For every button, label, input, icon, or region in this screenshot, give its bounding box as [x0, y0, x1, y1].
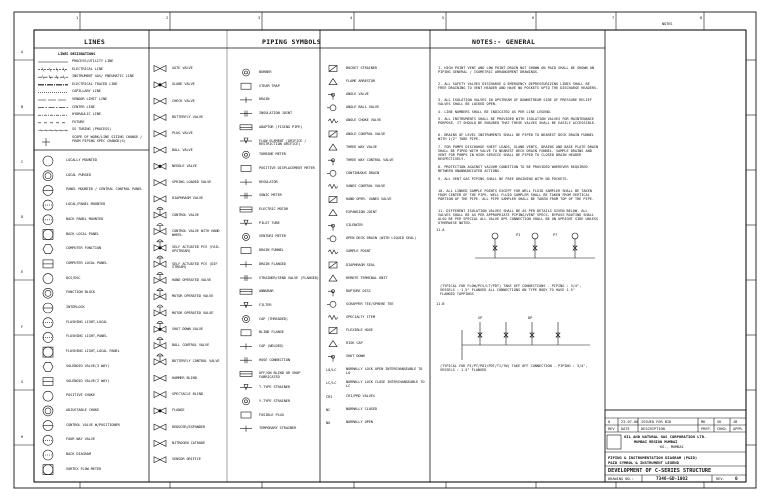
drawing-title-line2: P&ID SYMBOL & INSTRUMENT LEGEND — [608, 460, 679, 465]
misc-label: SILENCER — [346, 223, 363, 228]
misc-symbol — [328, 355, 335, 362]
detail-label: PT — [553, 233, 558, 237]
revision-cell: ISSUED FOR BID — [641, 420, 672, 424]
row-letter: E — [21, 270, 24, 274]
valve-symbol — [154, 98, 166, 104]
instrument-symbol — [43, 362, 53, 371]
fitting-symbol — [240, 138, 252, 143]
client-name: OIL AND NATURAL GAS CORPORATION LTD. — [624, 434, 707, 439]
lines-designation-subhead: LINES DESIGNATIONS — [58, 52, 96, 56]
fitting-symbol — [240, 97, 252, 103]
instrument-symbol — [43, 245, 53, 254]
instrument-label: FOUR WAY VALVE — [66, 437, 95, 442]
misc-symbol — [329, 197, 337, 203]
valve-label: CONTROL VALVE — [172, 212, 199, 217]
valve-label: CHECK VALVE — [172, 98, 195, 103]
column-number: 5 — [442, 16, 445, 20]
revision-cell: SK — [717, 420, 722, 424]
line-designation-label: FUTURE — [72, 119, 85, 124]
drawing-title-line1: PIPING & INSTRUMENTATION DIAGRAM (P&ID) — [608, 455, 698, 460]
fitting-symbol — [241, 248, 251, 254]
instrument-label: FLUSHING LIGHT,LOCAL — [66, 319, 108, 324]
column-number: 4 — [350, 16, 353, 20]
valve-symbol — [154, 240, 166, 251]
revision-header: DATE — [621, 427, 630, 431]
revision-header: CHKD. — [717, 427, 728, 431]
misc-symbol — [328, 224, 335, 231]
fitting-label: FLOW ELEMENT (ORIFICE / RESTRICTION ORIFICE) — [259, 138, 307, 147]
fitting-symbol — [243, 151, 250, 158]
row-letter: A — [21, 50, 24, 54]
misc-label: THREE WAY VALVE — [346, 144, 377, 149]
line-type-sample — [38, 68, 68, 72]
column-number: 8 — [700, 16, 703, 20]
fitting-label: DRAIN — [259, 97, 270, 102]
fitting-label: DRAIN FLANGED — [259, 261, 286, 266]
revision-header: REV — [608, 427, 615, 431]
fitting-label: ADAPTOR (FIXING PIPE) — [259, 124, 303, 129]
misc-symbol — [329, 131, 337, 137]
misc-label: SPECIALTY ITEM — [346, 314, 375, 319]
instrument-symbol — [43, 171, 53, 181]
misc-label: BUCKET STRAINER — [346, 66, 377, 70]
fitting-symbol — [240, 207, 252, 212]
instrument-symbol — [43, 156, 53, 166]
misc-label: ANGLE BALL VALVE — [346, 105, 380, 110]
valve-label: SPECTACLE BLIND — [172, 392, 203, 396]
lines-header: LINES — [84, 38, 106, 46]
fitting-symbol — [241, 83, 251, 89]
row-letter: H — [21, 435, 24, 439]
column-number: 6 — [532, 16, 535, 20]
valve-symbol — [154, 207, 166, 218]
fitting-label: Y-TYPE STRAINER — [259, 398, 290, 403]
line-designation-label: PROCESS/UTILITY LINE — [72, 59, 114, 63]
instrument-label: SOLENOID VALVE(2 WAY) — [66, 378, 110, 383]
misc-label: EXPANSION JOINT — [346, 210, 377, 215]
valve-label: SHUT DOWN VALVE — [172, 326, 203, 331]
valve-symbol — [154, 321, 166, 332]
fitting-label: REGULATOR — [259, 179, 278, 184]
valve-symbol — [154, 66, 166, 72]
fitting-label: ELECTRIC MOTOR — [259, 207, 288, 211]
misc-abbreviation: CRI — [326, 394, 333, 399]
instrument-label: COMPUTER FUNCTION — [66, 246, 102, 251]
instrument-symbol — [43, 450, 53, 460]
line-designation-label: VENDOR LIMIT LINE — [72, 97, 108, 101]
fitting-label: PILOT TUBE — [259, 220, 280, 225]
valve-label: BALL VALVE — [172, 147, 193, 152]
misc-abbreviation: LC/LC — [326, 381, 337, 386]
misc-label: NORMALLY OPEN — [346, 419, 373, 424]
instrument-label: LOCAL PURGED — [66, 172, 91, 177]
misc-label: SAMPLE POINT — [346, 249, 371, 254]
general-note: 8. PROTECTION AGAINST VACUUM CONDITION TO BE PROVIDED WHEREVER REQUIRED BETWEEN UNANNUNCIATED ACTIONS. — [438, 165, 588, 174]
valve-label: REDUCER/EXPANDER — [172, 424, 206, 429]
fitting-symbol — [240, 385, 252, 390]
general-note: 5. ALL INSTRUMENTS SHALL BE PROVIDED WITH ISOLATION VALVES FOR MAINTENANCE PURPOSE. IT SHOULD BE ENSURED THAT THESE VALVES SHALL BE EASILY ACCESSIBLE. — [438, 117, 597, 126]
valve-label: BUTTERFLY CONTROL VALVE — [172, 359, 220, 364]
general-note: 10. ALL LINKED SAMPLE POINTS EXCEPT FOR WELL FLUID SAMPLER SHALL BE TAKEN FROM CENTER OF THE PIPE. WELL FLUID SAMPLER SHALL BE TAKEN FROM VERTICAL PORTION OF THE PIPE. ALL PIPE SAMPLER SHALL BE TAKEN FROM TOP OF THE PIPE. — [438, 188, 594, 201]
general-note: 11. DIFFERENT ISOLATION VALVES SHALL BE AS PER DETAILS GIVEN BELOW. ALL VALVES SHALL BE AS PER APPROPRIATE PIPING/VENT SPECS. BYPASS ROUTING SHALL ALSO BE PER SPECIAL ALL VALVE DPS CONNECTION SHALL BE ON UPRIGHT SIDE UNLESS OTHERWISE NOTED. — [438, 208, 599, 225]
valve-label: MOTOR OPERATED VALVE — [172, 310, 214, 315]
misc-abbreviation: NC — [326, 407, 331, 412]
valve-symbol — [154, 163, 166, 169]
drawing-number: 7346-GD-1002 — [656, 476, 688, 482]
revision-cell: 23.07.08 — [621, 420, 639, 424]
fitting-symbol — [240, 193, 252, 199]
valve-symbol — [154, 424, 166, 430]
instrument-label: CONTROL VALVE W/POSITIONER — [66, 422, 120, 427]
misc-label: THREE WAY CONTROL VALVE — [346, 157, 394, 162]
instrument-label: PANEL MOUNTED / CENTRAL CONTROL PANEL — [66, 187, 143, 192]
detail-a-caption: (TYPICAL FOR FLOW/PCV/LT/PDT) TAKE OFF CONNECTIONS - PIPING : 3/4", VESSELS : 1.5" FLANGED ALL CONNECTIONS ON TYPE BODY TO HAVE 1.5" FLANGED TAPPINGS — [440, 284, 582, 297]
valve-symbol — [154, 375, 166, 381]
instrument-label: SOLENOID VALVE(3 WAY) — [66, 363, 110, 368]
detail-label: DP — [528, 316, 533, 320]
instrument-symbol — [43, 274, 53, 284]
valve-label: NEEDLE VALVE — [172, 163, 197, 168]
misc-label: CRI/PRD VALVES — [346, 393, 375, 398]
valve-label: MOTOR OPERATED VALVE — [172, 294, 214, 299]
row-letter: F — [21, 325, 24, 329]
instrument-symbol — [43, 215, 53, 225]
misc-symbol — [329, 144, 337, 150]
valve-symbol — [154, 440, 166, 446]
misc-label: FLAME ARRESTOR — [346, 79, 375, 84]
instrument-label: FUNCTION BLOCK — [66, 290, 95, 295]
misc-symbol — [329, 79, 337, 85]
line-designation-label: SS TUBING (PROCESS) — [72, 127, 112, 132]
valve-label: DIAPHRAGM VALVE — [172, 196, 203, 201]
valve-symbol — [154, 408, 166, 414]
valve-symbol — [154, 392, 166, 398]
misc-label: RISK CAP — [346, 341, 363, 346]
misc-label: HAND OPER. VANES VALVE — [346, 197, 392, 201]
column-number: 7 — [612, 16, 615, 20]
client-subtitle: MUMBAI REGION MUMBAI — [634, 440, 678, 444]
valve-symbol — [154, 305, 166, 316]
line-type-sample — [38, 129, 68, 131]
misc-label: NORMALLY LOCK OPEN INTERCHANGEABLE TO LO — [346, 367, 423, 376]
instrument-label: INTERLOCK — [66, 305, 85, 309]
instrument-symbol — [43, 185, 53, 195]
instrument-symbol — [43, 378, 53, 386]
instrument-symbol — [43, 347, 53, 357]
misc-label: DIAPHRAGM SEAL — [346, 262, 375, 267]
revision-header: APPR. — [733, 427, 744, 431]
notes-header: NOTES:- GENERAL — [472, 38, 536, 46]
fitting-symbol — [241, 330, 251, 336]
misc-symbol — [327, 301, 336, 307]
misc-symbol — [329, 66, 337, 72]
instrument-symbol — [43, 332, 53, 342]
row-letter: B — [21, 105, 24, 109]
fitting-symbol — [240, 302, 252, 307]
instrument-symbol — [43, 200, 53, 210]
misc-symbol — [329, 328, 337, 334]
instrument-label: POSITIVE CHOKE — [66, 393, 95, 398]
misc-label: FLEXIBLE HOSE — [346, 328, 373, 332]
revision-value: 0 — [735, 476, 738, 482]
fitting-label: INSULATION JOINT — [259, 111, 293, 116]
misc-symbol — [327, 236, 336, 242]
instrument-label: BACK PANEL MOUNTED — [66, 216, 104, 221]
misc-symbol — [327, 170, 336, 176]
fitting-symbol — [243, 233, 250, 240]
misc-symbol — [328, 315, 338, 319]
general-note: 9. ALL VENT GAS PIPING SHALL BE FREE DRAINING WITH NO POCKETS. — [438, 176, 569, 181]
valve-label: GLOBE VALVE — [172, 82, 195, 87]
instrument-label: LOCALLY MOUNTED — [66, 158, 97, 162]
fitting-label: STRAINER/SEND VALVE (FLANGED) — [259, 275, 319, 280]
column-number: 3 — [258, 16, 261, 20]
general-note: 2. ALL SAFETY VALVES DISCHARGE & EMERGENCY DEPRESSURIZING LINES SHALL BE FREE DRAINING TO VENT HEADER AND HAVE NO POCKETS UPTO THE DISCHARGE HEADERS. — [438, 81, 599, 90]
fitting-symbol — [240, 371, 252, 376]
valve-symbol — [154, 196, 166, 202]
drawing-number-label: DRAWING NO.: — [608, 477, 634, 481]
misc-symbol — [327, 105, 336, 111]
column-number: 1 — [76, 16, 79, 20]
fitting-label: T-TYPE STRAINER — [259, 385, 290, 390]
instrument-symbol — [43, 406, 53, 416]
valve-symbol — [154, 457, 166, 463]
detail-label: SP — [478, 316, 483, 320]
fitting-label: DRAIN FUNNEL — [259, 248, 284, 253]
valve-label: SENSOR ORIFICE — [172, 457, 201, 462]
fitting-label: TEMPORARY STRAINER — [259, 426, 297, 431]
misc-label: ANGLE VALVE — [346, 92, 369, 97]
fitting-symbol — [240, 357, 252, 363]
misc-label: ANGLE CONTROL VALVE — [346, 131, 386, 136]
line-type-sample — [38, 75, 68, 79]
misc-symbol — [329, 262, 337, 268]
misc-label: NORMALLY CLOSED — [346, 406, 377, 411]
line-designation-label: CENTER LINE — [72, 104, 95, 109]
misc-symbol — [329, 210, 337, 216]
valve-label: FLANGE — [172, 408, 185, 413]
instrument-symbol — [43, 260, 53, 268]
revision-cell: JB — [733, 420, 738, 424]
detail-a-tag: 11.A — [436, 228, 445, 232]
detail-b-caption: (TYPICAL FOR PI/PT/PDI/PDT/TI/TW) TAKE OFF CONNECTION - PIPING : 3/4", VESSELS : 1.5" FLANGED — [440, 364, 588, 373]
instrument-label: ADJUSTABLE CHOKE — [66, 407, 100, 412]
row-letter: D — [21, 215, 24, 219]
line-designation-label: ELECTRICAL LINE — [72, 66, 103, 71]
general-note: 1. HIGH POINT VENT AND LOW POINT DRAIN NOT SHOWN ON P&ID SHALL BE SHOWN ON PIPING GENERAL / ISOMETRIC ARRANGEMENT DRAWINGS. — [438, 66, 594, 75]
instrument-symbol — [43, 391, 53, 401]
fitting-label: CAP (THREADED) — [259, 316, 288, 321]
misc-symbol — [328, 93, 335, 100]
misc-symbol — [328, 119, 338, 123]
instrument-symbol — [43, 318, 53, 328]
line-designation-label: INSTRUMENT GAS/ PNEUMATIC LINE — [72, 74, 134, 79]
fitting-symbol — [240, 111, 252, 117]
misc-symbol — [329, 275, 337, 281]
line-type-sample — [42, 138, 50, 146]
fitting-symbol — [240, 179, 252, 185]
fitting-symbol — [243, 69, 250, 76]
instrument-label: DCS/DSC — [66, 275, 81, 280]
fitting-symbol — [240, 275, 252, 281]
fitting-symbol — [240, 289, 252, 294]
line-designation-label: HYDRAULIC LINE — [72, 112, 101, 117]
instrument-symbol — [43, 303, 53, 313]
valve-symbol — [154, 82, 166, 88]
valve-symbol — [154, 272, 166, 283]
misc-label: NORMALLY LOCK CLOSE INTERCHANGEABLE TO LC — [346, 380, 425, 389]
line-designation-label: SCOPE OF WORK/LINE SIZING CHANGE / FROM PIPING SPEC CHANGE(S) — [72, 135, 143, 143]
instrument-label: FLUSHING LIGHT,PANEL — [66, 334, 108, 339]
misc-symbol — [328, 250, 338, 254]
general-note: 6. DRAINS OF LEVEL INSTRUMENTS SHALL BE PIPED TO NEAREST DECK DRAIN FUNNEL WITH 1/2" TUBE PIPE. — [438, 133, 594, 142]
valve-symbol — [154, 180, 166, 186]
instrument-label: LOCAL/PANEL MOUNTED — [66, 202, 106, 207]
valve-symbol — [154, 131, 166, 137]
misc-symbol — [328, 290, 335, 297]
fitting-label: SONIC METER — [259, 193, 282, 198]
fitting-label: ANNUBAR — [259, 289, 274, 294]
fitting-symbol — [240, 125, 252, 130]
general-note: 7. FOR PUMPS DISCHARGE SHEET LEADS, GLAND VENTS, DRAINS AND BASE PLATE DRAIN SHALL BE PIPED WITH VALVE TO NEAREST DECK DRAIN FUNNEL. SAMPLE DRAINS AND VENT FOR PUMPS IN HIGH SERVICE SHALL BE PIPED TO CLOSED DRAIN HEADER RESPECTIVELY. — [438, 145, 599, 162]
column-number: 2 — [166, 16, 169, 20]
misc-label: RUPTURE DISC — [346, 288, 371, 293]
misc-label: ANGLE CHOKE VALVE — [346, 118, 382, 123]
valve-symbol — [154, 338, 166, 349]
misc-label: REMOTE TERMINAL UNIT — [346, 275, 388, 280]
revision-cell: 0 — [608, 420, 611, 424]
fitting-symbol — [240, 344, 252, 350]
valve-symbol — [154, 289, 166, 300]
notes-tag: NOTES — [662, 22, 673, 26]
misc-symbol — [328, 159, 335, 166]
fitting-symbol — [240, 220, 252, 225]
instrument-symbol — [43, 288, 53, 298]
fitting-label: FILTER — [259, 302, 272, 307]
valve-label: HAND OPERATED VALVE — [172, 277, 212, 282]
project-title: DEVELOPMENT OF C-SERIES STRUCTURE — [608, 468, 712, 474]
row-letter: C — [21, 160, 24, 164]
fitting-label: HOSE CONNECTION — [259, 357, 290, 362]
valve-label: SELF ACTUATED PCV (FAIL UPSTREAM) — [172, 245, 220, 254]
valve-label: HAMMER BLIND — [172, 375, 197, 380]
valve-label: SPRING LOADED VALVE — [172, 180, 212, 185]
fitting-label: STEAM TRAP — [259, 83, 280, 88]
misc-label: SCRAPPER TEE/SPHERE TEE — [346, 301, 394, 306]
fitting-label: BURNER — [259, 70, 272, 74]
misc-label: CONTINUOUS DRAIN — [346, 170, 380, 175]
fitting-symbol — [243, 316, 250, 323]
valve-label: BALL CONTROL VALVE — [172, 343, 210, 348]
misc-abbreviation: NO — [326, 420, 331, 425]
valve-label: SELF ACTUATED PCV (DIF STREAM) — [172, 261, 218, 270]
client-location: KG., MUMBAI — [660, 445, 684, 449]
valve-label: CONTROL VALVE WITH HAND WHEEL — [172, 229, 220, 237]
instrument-label: BACK DIAGRAM — [66, 452, 91, 456]
instrument-symbol — [43, 465, 53, 475]
valve-symbol — [154, 114, 166, 120]
misc-label: OPEN DECK DRAIN (WITH LIQUID SEAL) — [346, 236, 417, 241]
misc-label: VANES CONTROL VALVE — [346, 183, 386, 188]
revision-label: REV. — [716, 477, 725, 481]
misc-symbol — [328, 184, 338, 188]
fitting-label: BLIND FLANGE — [259, 330, 284, 335]
instrument-symbol — [43, 230, 53, 240]
valve-symbol — [154, 224, 166, 235]
misc-symbol — [329, 341, 337, 347]
piping-symbols-header: PIPING SYMBOLS — [262, 38, 321, 46]
fitting-label: VENTURI METER — [259, 234, 286, 239]
revision-header: DESCRIPTION — [641, 427, 665, 431]
instrument-label: BACK LOCAL PANEL — [66, 231, 100, 236]
fitting-symbol — [241, 165, 251, 171]
fitting-label: TURBINE METER — [259, 152, 286, 157]
instrument-label: VORTEX FLOW METER — [66, 466, 102, 471]
valve-label: GATE VALVE — [172, 66, 193, 70]
instrument-label: FLUSHING LIGHT,LOCAL PANEL — [66, 349, 120, 354]
fitting-symbol — [241, 412, 251, 418]
valve-label: BUTTERFLY VALVE — [172, 114, 203, 119]
general-note: 4. LINE NUMBERS SHALL BE INDICATED AS PER LINE LEGEND. — [438, 109, 552, 114]
detail-label: PI — [516, 233, 521, 237]
row-letter: G — [21, 380, 24, 384]
fitting-symbol — [240, 426, 252, 432]
detail-b-tag: 11.B — [436, 302, 445, 306]
valve-label: NITROGEN CATHODE — [172, 440, 206, 445]
valve-symbol — [154, 256, 166, 267]
valve-label: PLUG VALVE — [172, 131, 193, 136]
fitting-label: OFF/ON BLIND OR SHOP FABRICATED — [259, 371, 301, 380]
fitting-label: FUSIBLE PLUG — [259, 412, 284, 417]
revision-header: PREP. — [701, 427, 712, 431]
instrument-symbol — [43, 435, 53, 445]
fitting-label: CAP (WELDED) — [259, 344, 284, 348]
instrument-label: COMPUTER LOCAL PANEL — [66, 260, 108, 265]
revision-cell: MK — [701, 420, 706, 424]
valve-symbol — [154, 354, 166, 365]
instrument-symbol — [43, 421, 53, 431]
fitting-label: POSITIVE DISPLACEMENT METER — [259, 165, 315, 170]
fitting-symbol — [243, 398, 250, 405]
line-designation-label: CAPILLARY LINE — [72, 89, 101, 94]
misc-label: SHUT DOWN — [346, 354, 365, 359]
line-designation-label: ELECTRICAL TRACED LINE — [72, 81, 118, 86]
misc-abbreviation: LO/LC — [326, 368, 337, 373]
general-note: 3. ALL ISOLATION VALVES IN UPSTREAM OF DOWNSTREAM SIDE OF PRESSURE RELIEF VALVES SHALL BE LOCKED OPEN. — [438, 97, 592, 106]
valve-symbol — [154, 147, 166, 153]
fitting-symbol — [240, 261, 252, 267]
